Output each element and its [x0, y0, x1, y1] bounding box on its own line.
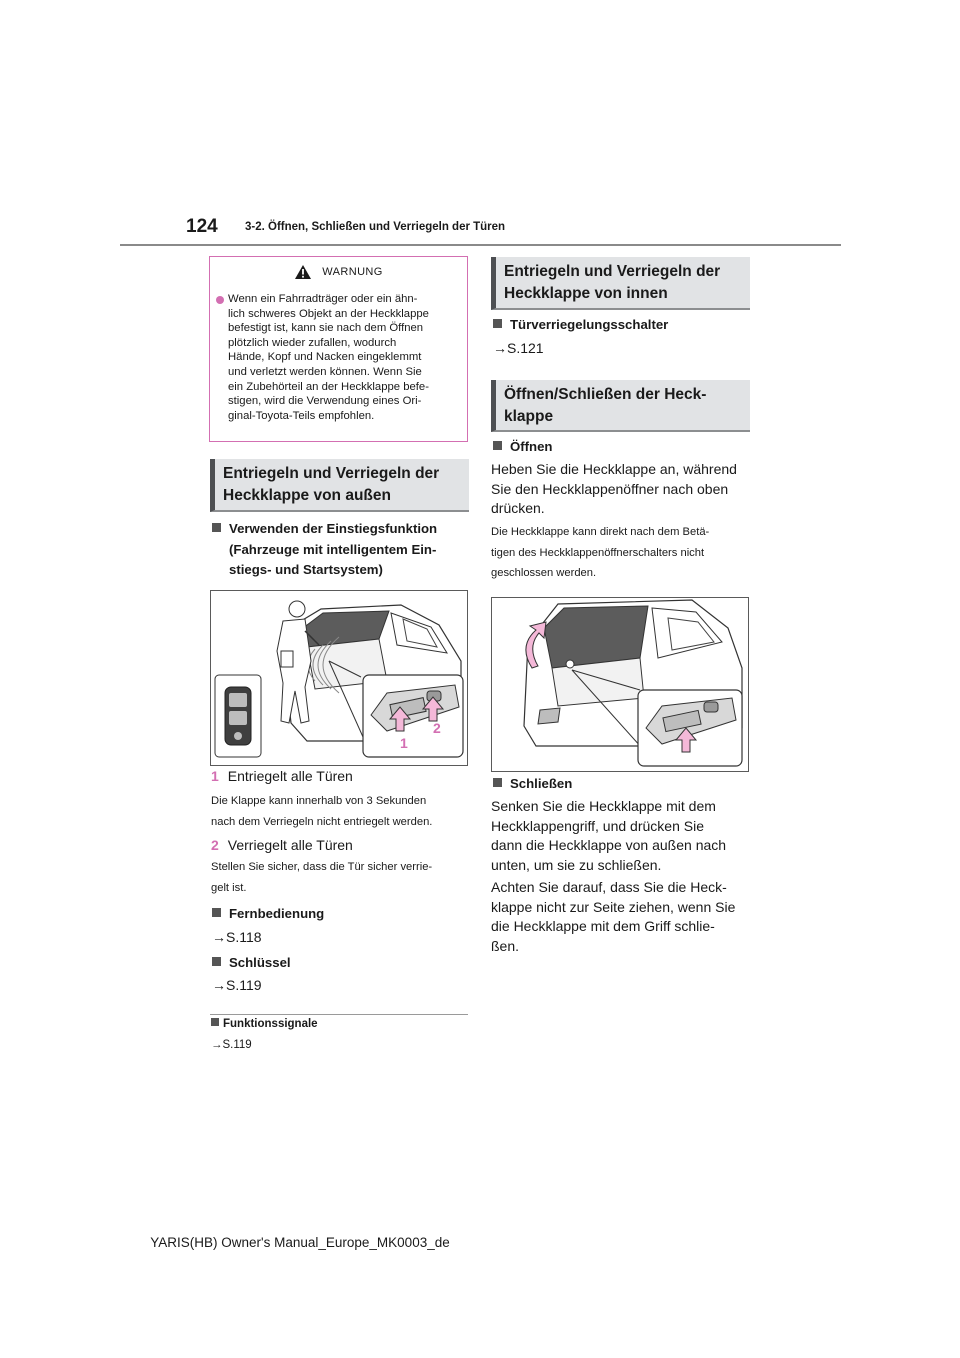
- close-instructions: [491, 797, 753, 875]
- text-line: Achten Sie darauf, dass Sie die Heck-: [491, 879, 727, 895]
- warning-line: lich schweres Objekt an der Heckklappe: [228, 307, 429, 320]
- note-line: Stellen Sie sicher, dass die Tür sicher verrie-: [211, 861, 433, 873]
- illustration-tailgate-opening: [492, 598, 748, 771]
- note-line: tigen des Heckklappenöffnerschalters nicht: [491, 546, 705, 559]
- square-bullet-icon: [493, 441, 502, 450]
- warning-line: ein Zubehörteil an der Heckklappe befe-: [228, 380, 429, 393]
- section-heading-unlock-inside: [491, 257, 750, 310]
- subheading-remote: [212, 904, 324, 924]
- callout-2: 2: [433, 720, 441, 736]
- door-lock-switch-reference: →S.121: [493, 340, 544, 356]
- text-line: Senken Sie die Heckklappe mit dem: [491, 798, 716, 814]
- subheading-key: [212, 953, 291, 973]
- footer-manual-id: YARIS(HB) Owner's Manual_Europe_MK0003_de: [150, 1235, 450, 1250]
- heading-line: Öffnen/Schließen der Heck-: [504, 386, 707, 403]
- warning-line: befestigt ist, kann sie nach dem Öffnen: [228, 322, 424, 335]
- item-1: [211, 767, 353, 787]
- section-heading-unlock-outside: [210, 459, 469, 512]
- text-line: ßen.: [491, 937, 520, 954]
- subheading-text: Schlüssel: [229, 955, 291, 970]
- square-bullet-icon: [493, 778, 502, 787]
- subheading-entry-function: [212, 519, 472, 581]
- note-line: Die Klappe kann innerhalb von 3 Sekunden: [211, 795, 427, 807]
- header-divider: [120, 244, 841, 246]
- text-line: Sie den Heckklappenöffner nach oben: [491, 480, 729, 497]
- illustration-rear-car-with-person: [211, 591, 467, 765]
- figure-open-tailgate: [491, 597, 749, 772]
- callout-1: 1: [400, 735, 408, 751]
- warning-bullet: [216, 296, 224, 304]
- warning-line: stigen, wird die Verwendung eines Ori-: [228, 395, 422, 408]
- item-label: Entriegelt alle Türen: [227, 768, 353, 784]
- text-line: unten, um sie zu schließen.: [491, 856, 662, 873]
- open-instructions: [491, 460, 753, 519]
- warning-line: Wenn ein Fahrradträger oder ein ähn-: [228, 293, 418, 305]
- note-line: geschlossen werden.: [491, 567, 597, 580]
- square-bullet-icon: [493, 319, 502, 328]
- warning-triangle-icon: [294, 264, 312, 280]
- item-1-note: [211, 791, 473, 832]
- heading-line: Heckklappe von innen: [504, 285, 668, 302]
- remote-reference: →S.118: [212, 929, 262, 945]
- subheading-line: stiegs- und Startsystem): [229, 562, 383, 577]
- heading-line: Entriegeln und Verriegeln der: [504, 263, 721, 280]
- square-bullet-icon: [212, 908, 221, 917]
- item-number: 2: [211, 837, 219, 853]
- heading-line: klappe: [504, 408, 554, 425]
- subheading-close: [493, 774, 572, 794]
- info-divider: [210, 1014, 468, 1015]
- text-line: klappe nicht zur Seite ziehen, wenn Sie: [491, 898, 736, 915]
- warning-line: und verletzt werden können. Wenn Sie: [228, 365, 422, 378]
- warning-box: [209, 256, 468, 442]
- page-number: 124: [186, 216, 218, 237]
- text-line: Heckklappengriff, und drücken Sie: [491, 817, 704, 834]
- signals-reference: →S.119: [211, 1039, 252, 1051]
- text-line: die Heckklappe mit dem Griff schlie-: [491, 918, 715, 934]
- text-line: drücken.: [491, 500, 545, 516]
- warning-line: plötzlich wieder zufallen, wodurch: [228, 336, 397, 349]
- subheading-text: Funktionssignale: [223, 1018, 318, 1030]
- chapter-title: 3-2. Öffnen, Schließen und Verriegeln der Türen: [245, 221, 506, 233]
- note-line: Die Heckklappe kann direkt nach dem Betä-: [491, 526, 710, 538]
- text-line: Heben Sie die Heckklappe an, während: [491, 461, 737, 477]
- item-label: Verriegelt alle Türen: [227, 837, 353, 853]
- text-line: dann die Heckklappe von außen nach: [491, 837, 727, 853]
- square-bullet-icon: [211, 1018, 219, 1026]
- subheading-text: Schließen: [510, 776, 573, 791]
- subheading-door-lock-switch: [493, 315, 668, 335]
- key-reference: →S.119: [212, 977, 262, 993]
- subheading-text: Türverriegelungsschalter: [510, 317, 669, 332]
- section-heading-open-close: [491, 380, 750, 432]
- item-2-note: [211, 857, 473, 898]
- note-line: gelt ist.: [211, 881, 247, 894]
- warning-header: [210, 257, 467, 287]
- subheading-open: [493, 437, 553, 457]
- subheading-text: Öffnen: [510, 439, 553, 454]
- subheading-line: Verwenden der Einstiegsfunktion: [229, 521, 438, 536]
- open-note: [491, 522, 753, 584]
- subheading-line: (Fahrzeuge mit intelligentem Ein-: [229, 541, 437, 557]
- subheading-signals: [211, 1018, 318, 1030]
- heading-line: Heckklappe von außen: [223, 487, 391, 504]
- heading-line: Entriegeln und Verriegeln der: [223, 465, 440, 482]
- figure-entry-function: [210, 590, 468, 766]
- warning-line: ginal-Toyota-Teils empfohlen.: [228, 409, 375, 422]
- item-number: 1: [211, 768, 219, 784]
- item-2: [211, 836, 353, 856]
- square-bullet-icon: [212, 957, 221, 966]
- square-bullet-icon: [212, 523, 221, 532]
- close-caution: [491, 878, 753, 956]
- warning-text: [228, 292, 460, 423]
- subheading-text: Fernbedienung: [229, 906, 325, 921]
- warning-label: WARNUNG: [322, 266, 383, 278]
- note-line: nach dem Verriegeln nicht entriegelt werden.: [211, 815, 433, 828]
- warning-line: Hände, Kopf und Nacken eingeklemmt: [228, 351, 422, 364]
